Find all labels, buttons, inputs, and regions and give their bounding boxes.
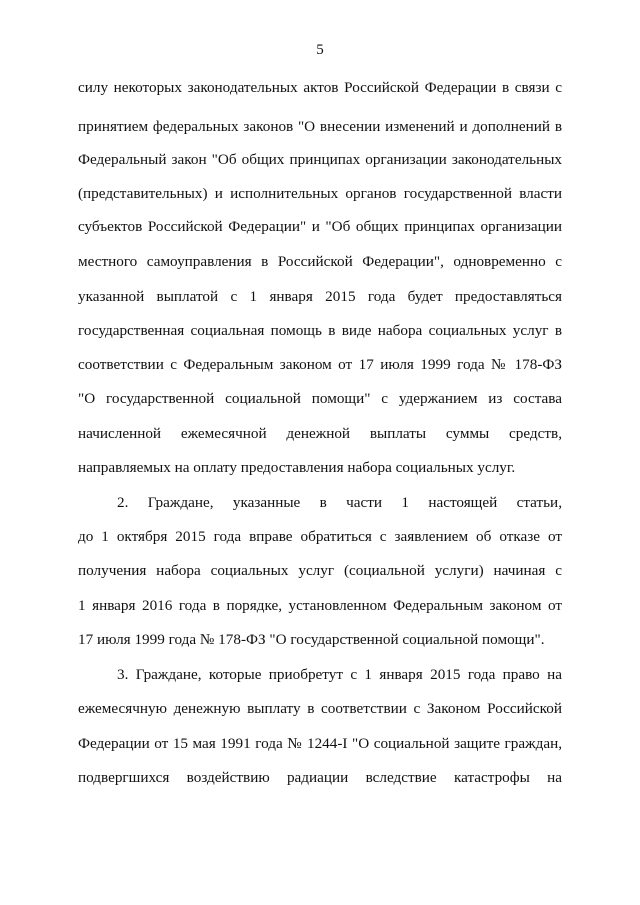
text-line: Федерации от 15 мая 1991 года № 1244-I "О социальной защите граждан,	[78, 735, 562, 752]
text-line: 1 января 2016 года в порядке, установленном Федеральным законом от	[78, 597, 562, 614]
text-line: направляемых на оплату предоставления набора социальных услуг.	[78, 459, 516, 476]
text-line: 17 июля 1999 года № 178-ФЗ "О государственной социальной помощи".	[78, 631, 545, 648]
text-line: ежемесячную денежную выплату в соответствии с Законом Российской	[78, 700, 562, 717]
text-line: субъектов Российской Федерации" и "Об общих принципах организации	[78, 218, 562, 235]
text-line: "О государственной социальной помощи" с удержанием из состава	[78, 390, 562, 407]
paragraph-start-line: 2. Граждане, указанные в части 1 настоящей статьи,	[117, 494, 562, 511]
text-line: указанной выплатой с 1 января 2015 года будет предоставляться	[78, 288, 562, 305]
text-line: до 1 октября 2015 года вправе обратиться с заявлением об отказе от	[78, 528, 562, 545]
text-line: соответствии с Федеральным законом от 17 июля 1999 года № 178-ФЗ	[78, 356, 562, 373]
text-line: принятием федеральных законов "О внесении изменений и дополнений в	[78, 118, 562, 135]
text-line: начисленной ежемесячной денежной выплаты суммы средств,	[78, 425, 562, 442]
text-line: (представительных) и исполнительных органов государственной власти	[78, 185, 562, 202]
text-line: подвергшихся воздействию радиации вследствие катастрофы на	[78, 769, 562, 786]
text-line: Федеральный закон "Об общих принципах организации законодательных	[78, 151, 562, 168]
text-line: получения набора социальных услуг (социальной услуги) начиная с	[78, 562, 562, 579]
page-number: 5	[316, 42, 324, 58]
paragraph-start-line: 3. Граждане, которые приобретут с 1 января 2015 года право на	[117, 666, 562, 683]
text-line: государственная социальная помощь в виде набора социальных услуг в	[78, 322, 562, 339]
text-line: силу некоторых законодательных актов Российской Федерации в связи с	[78, 79, 562, 96]
text-line: местного самоуправления в Российской Федерации", одновременно с	[78, 253, 562, 270]
